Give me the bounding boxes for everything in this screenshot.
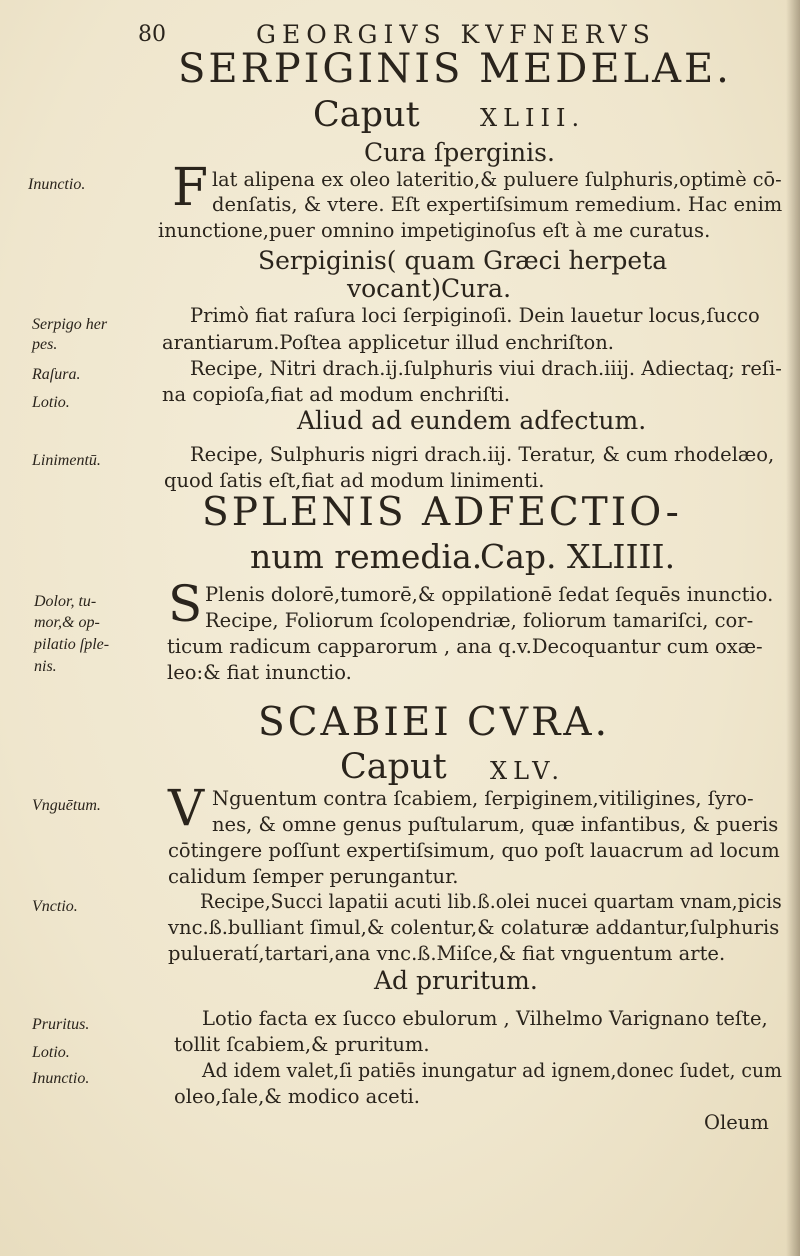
- margin-note-lotio: Lotio.: [32, 394, 70, 411]
- text-line: denſatis, & vtere. Eſt expertiſsimum remedium. Hac enim: [212, 193, 783, 216]
- text-line: vnc.ß.bulliant ſimul,& colentur,& colaturæ addantur,ſulphuris: [168, 916, 780, 939]
- caput-number: XLIII.: [480, 104, 586, 132]
- margin-note-inunctio-2: Inunctio.: [32, 1070, 90, 1087]
- caput-word: Caput: [313, 95, 420, 135]
- catchword: Oleum: [704, 1111, 769, 1134]
- text-line: tollit ſcabiem,& pruritum.: [174, 1033, 430, 1056]
- margin-note-splenis: nis.: [34, 658, 57, 675]
- text-line: arantiarum.Poſtea applicetur illud enchriſton.: [162, 331, 614, 354]
- text-line: quod ſatis eſt,fiat ad modum linimenti.: [164, 469, 545, 492]
- margin-note-linimentum: Linimentū.: [32, 452, 101, 469]
- section-title-serpiginis: Serpiginis( quam Græci herpeta: [258, 246, 668, 275]
- margin-note-serpigo: Serpigo her: [32, 316, 108, 333]
- text-line: Recipe, Nitri drach.ij.ſulphuris viui drach.iiij. Adiectaq; reſi-: [190, 357, 782, 380]
- text-line: Ad idem valet,ſi patiēs inungatur ad ignem,donec ſudet, cum: [202, 1059, 782, 1082]
- text-line: nes, & omne genus puſtularum, quæ infantibus, & pueris: [212, 813, 779, 836]
- text-line: Recipe, Foliorum ſcolopendriæ, foliorum tamariſci, cor-: [205, 609, 754, 632]
- drop-cap-v: V: [168, 779, 205, 837]
- section-title-pruritum: Ad pruritum.: [374, 966, 538, 995]
- page-edge-shadow: [786, 0, 800, 1256]
- text-line: Recipe,Succi lapatii acuti lib.ß.olei nucei quartam vnam,picis: [200, 890, 782, 913]
- caput-number-45: XLV.: [490, 757, 565, 785]
- text-line: cōtingere poſſunt expertiſsimum, quo poſt lauacrum ad locum: [168, 839, 780, 862]
- margin-note-inunctio: Inunctio.: [28, 176, 86, 193]
- running-head: GEORGIVS KVFNERVS: [256, 20, 656, 49]
- cap-label: Cap. XLIIII.: [480, 537, 676, 576]
- text-line: lat alipena ex oleo lateritio,& puluere ſulphuris,optimè cō-: [212, 168, 782, 191]
- text-line: Recipe, Sulphuris nigri drach.iij. Teratur, & cum rhodelæo,: [190, 443, 775, 466]
- section-title-aliud: Aliud ad eundem adfectum.: [297, 406, 647, 435]
- page-number: 80: [138, 22, 166, 47]
- chapter-title-scabiei: SCABIEI CVRA.: [258, 700, 610, 745]
- section-title-serpiginis-2: vocant)Cura.: [347, 274, 512, 303]
- text-line: Nguentum contra ſcabiem, ſerpiginem,vitiligines, ſyro-: [212, 787, 754, 810]
- margin-note-tumor: mor,& op-: [34, 614, 100, 631]
- section-title-cura: Cura ſperginis.: [364, 138, 555, 167]
- text-line: Primò fiat raſura loci ſerpiginoſi. Dein lauetur locus,ſucco: [190, 304, 760, 327]
- chapter-title-splenis-2: num remedia.: [250, 537, 483, 576]
- chapter-title-serpiginis: SERPIGINIS MEDELAE.: [178, 46, 732, 92]
- text-line: na copioſa,fiat ad modum enchriſti.: [162, 383, 511, 406]
- margin-note-dolor: Dolor, tu-: [34, 593, 97, 610]
- text-line: Plenis dolorē,tumorē,& oppilationē ſedat ſequēs inunctio.: [205, 583, 774, 606]
- text-line: leo:& fiat inunctio.: [167, 661, 352, 684]
- margin-note-herpes: pes.: [32, 336, 58, 353]
- caput-word-45: Caput: [340, 747, 447, 787]
- margin-note-vnguentum: Vnguētum.: [32, 797, 101, 814]
- chapter-title-splenis: SPLENIS ADFECTIO-: [202, 490, 682, 535]
- margin-note-oppilatio: pilatio ſple-: [34, 636, 110, 653]
- text-line: calidum ſemper perungantur.: [168, 865, 459, 888]
- drop-cap-f: F: [172, 158, 209, 218]
- drop-cap-s: S: [168, 575, 203, 633]
- margin-note-lotio-2: Lotio.: [32, 1044, 70, 1061]
- margin-note-vnctio: Vnctio.: [32, 898, 78, 915]
- margin-note-pruritus: Pruritus.: [32, 1016, 90, 1033]
- text-line: Lotio facta ex ſucco ebulorum , Vilhelmo Varignano teſte,: [202, 1007, 768, 1030]
- text-line: oleo,ſale,& modico aceti.: [174, 1085, 420, 1108]
- text-line: ticum radicum capparorum , ana q.v.Decoquantur cum oxæ-: [167, 635, 763, 658]
- margin-note-rasura: Raſura.: [32, 366, 81, 383]
- text-line: inunctione,puer omnino impetiginoſus eſt à me curatus.: [158, 219, 711, 242]
- text-line: pulueratí,tartari,ana vnc.ß.Miſce,& fiat vnguentum arte.: [168, 942, 726, 965]
